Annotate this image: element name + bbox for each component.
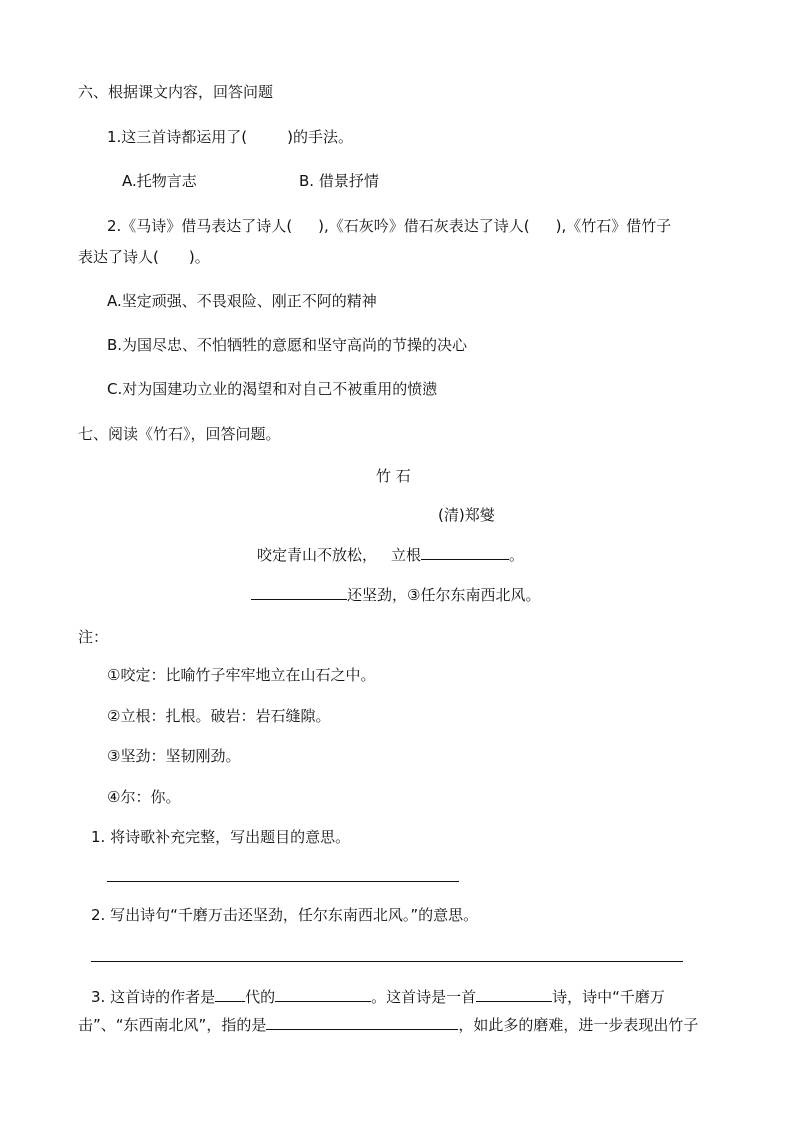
poem-title: 竹 石 (376, 467, 411, 485)
q6-2-line2-part2: )。 (188, 248, 210, 266)
q7-3-line2-part2: ，如此多的磨难，进一步表现出竹子 (458, 1016, 699, 1034)
q6-2-option-c: C.对为国建功立业的渴望和对自己不被重用的愤懑 (107, 380, 438, 398)
q7-3-part1: 3. 这首诗的作者是 (91, 988, 216, 1006)
poem-blank-2[interactable] (251, 585, 347, 600)
answer-blank-poem-type[interactable] (476, 987, 552, 1002)
answer-line-7-1[interactable] (107, 881, 459, 882)
section7-heading: 七、阅读《竹石》，回答问题。 (78, 425, 281, 443)
poem-line2-end: 还坚劲，③任尔东南西北风。 (347, 586, 541, 604)
poem-blank-1[interactable] (421, 545, 509, 560)
q6-2-option-a: A.坚定顽强、不畏艰险、刚正不阿的精神 (107, 292, 377, 310)
answer-line-7-2[interactable] (91, 961, 683, 962)
q6-2-part3: ),《竹石》借竹子 (555, 217, 672, 235)
q6-2-option-b: B.为国尽忠、不怕牺牲的意愿和坚守高尚的节操的决心 (107, 336, 468, 354)
question-7-3-line2 (78, 1015, 698, 1035)
q7-3-part4: 诗，诗中“千磨万 (552, 988, 665, 1006)
q6-2-part1: 2.《马诗》借马表达了诗人( (107, 217, 293, 235)
q6-1-option-a: A.托物言志 (122, 172, 197, 190)
question-7-3-line1 (91, 987, 665, 1007)
poem-line1-end: 。 (509, 546, 525, 564)
question-7-1: 1. 将诗歌补充完整，写出题目的意思。 (91, 828, 351, 846)
note-item: ③坚劲：坚韧刚劲。 (107, 747, 241, 765)
poem-line-1 (257, 545, 524, 565)
note-item: ①咬定：比喻竹子牢牢地立在山石之中。 (107, 666, 376, 684)
note-item: ④尔：你。 (107, 788, 181, 806)
poem-author: (清)郑燮 (438, 506, 495, 524)
q7-3-part2: 代的 (245, 988, 276, 1006)
question-7-2: 2. 写出诗句“千磨万击还坚劲，任尔东南西北风。”的意思。 (91, 906, 479, 924)
section6-heading: 六、根据课文内容，回答问题 (78, 83, 274, 101)
q6-1-text-before: 1.这三首诗都运用了( (107, 128, 248, 146)
q7-3-part3: 。这首诗是一首 (371, 988, 477, 1006)
q7-3-line2-part1: 击”、“东西南北风”，指的是 (78, 1016, 267, 1034)
poem-line-2 (251, 585, 540, 605)
poem-line1-start: 咬定青山不放松， (257, 546, 378, 564)
answer-blank-meaning[interactable] (266, 1015, 458, 1030)
q6-2-part2: ),《石灰吟》借石灰表达了诗人( (318, 217, 530, 235)
question-6-2-line1 (107, 216, 671, 236)
question-6-1 (107, 127, 353, 147)
question-6-2-line2 (78, 247, 210, 267)
notes-label: 注： (78, 628, 109, 646)
q6-2-line2-part1: 表达了诗人( (78, 248, 159, 266)
note-item: ②立根：扎根。破岩：岩石缝隙。 (107, 707, 331, 725)
answer-blank-author[interactable] (275, 987, 371, 1002)
q6-1-text-after: )的手法。 (287, 128, 354, 146)
q6-1-option-b: B. 借景抒情 (299, 172, 379, 190)
answer-blank-dynasty[interactable] (215, 987, 245, 1002)
poem-line1-mid: 立根 (391, 546, 422, 564)
